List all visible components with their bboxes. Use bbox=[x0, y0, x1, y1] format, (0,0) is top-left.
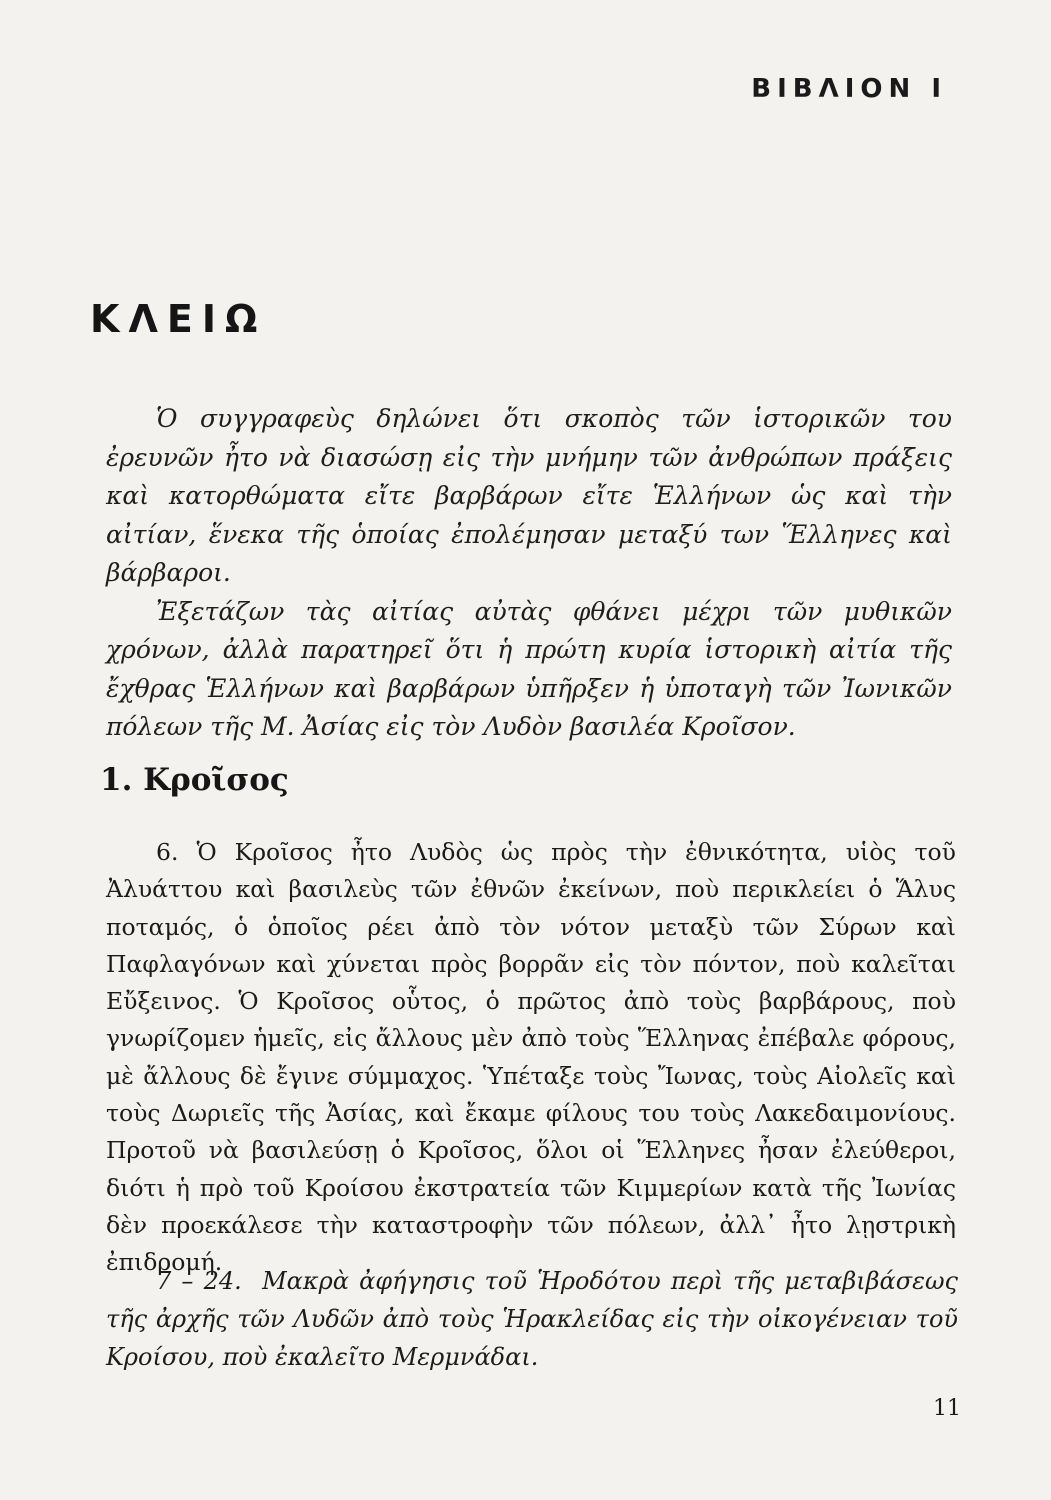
section-heading: 1. Κροῖσος bbox=[100, 762, 289, 798]
paragraph-range-number: 7 – 24. bbox=[156, 1267, 242, 1295]
body-paragraph bbox=[106, 834, 956, 1282]
summary-paragraph-1: Ὁ συγγραφεὺς δηλώνει ὅτι σκοπὸς τῶν ἱστορικῶν του ἐρευνῶν ἦτο νὰ διασώσῃ εἰς τὴν μνήμην τῶν ἀνθρώπων πράξεις καὶ κατορθώματα εἴτε βαρβάρων εἴτε Ἑλλήνων ὡς καὶ τὴν αἰτίαν, ἕνεκα τῆς ὁποίας ἐπολέμησαν μεταξύ των Ἕλληνες καὶ βάρβαροι. bbox=[106, 404, 952, 587]
summary2-paragraph bbox=[106, 1262, 958, 1376]
running-header: ΒΙΒΛΙΟΝ Ι bbox=[751, 74, 947, 104]
body-text bbox=[106, 834, 956, 1282]
paragraph-text: Ὁ Κροῖσος ἦτο Λυδὸς ὡς πρὸς τὴν ἐθνικότητα, υἱὸς τοῦ Ἀλυάττου καὶ βασιλεὺς τῶν ἐθνῶν ἐκείνων, ποὺ περικλείει ὁ Ἅλυς ποταμός, ὁ ὁποῖος ρέει ἀπὸ τὸν νότον μεταξὺ τῶν Σύρων καὶ Παφλαγόνων καὶ χύνεται πρὸς βορρᾶν εἰς τὸν πόντον, ποὺ καλεῖται Εὔξεινος. Ὁ Κροῖσος οὗτος, ὁ πρῶτος ἀπὸ τοὺς βαρβάρους, ποὺ γνωρίζομεν ἡμεῖς, εἰς ἄλλους μὲν ἀπὸ τοὺς Ἕλληνας ἐπέβαλε φόρους, μὲ ἄλλους δὲ ἔγινε σύμμαχος. Ὑπέταξε τοὺς Ἴωνας, τοὺς Αἰολεῖς καὶ τοὺς Δωριεῖς τῆς Ἀσίας, καὶ ἔκαμε φίλους του τοὺς Λακεδαιμονίους. Προτοῦ νὰ βασιλεύσῃ ὁ Κροῖσος, ὅλοι οἱ Ἕλληνες ἦσαν ἐλεύθεροι, διότι ἡ πρὸ τοῦ Κροίσου ἐκστρατεία τῶν Κιμμερίων κατὰ τῆς Ἰωνίας δὲν προεκάλεσε τὴν καταστροφὴν τῶν πόλεων, ἀλλ᾽ ἦτο λῃστρικὴ ἐπιδρομή. bbox=[106, 838, 956, 1277]
chapter-title: ΚΛΕΙΩ bbox=[90, 297, 267, 341]
summary-paragraph-2: Ἐξετάζων τὰς αἰτίας αὐτὰς φθάνει μέχρι τῶν μυθικῶν χρόνων, ἀλλὰ παρατηρεῖ ὅτι ἡ πρώτη κυρία ἱστορικὴ αἰτία τῆς ἔχθρας Ἑλλήνων καὶ βαρβάρων ὑπῆρξεν ἡ ὑποταγὴ τῶν Ἰωνικῶν πόλεων τῆς Μ. Ἀσίας εἰς τὸν Λυδὸν βασιλέα Κροῖσον. bbox=[106, 596, 952, 741]
page-number: 11 bbox=[933, 1396, 961, 1421]
paragraph-number: 6. bbox=[156, 838, 179, 866]
chapter-summary bbox=[106, 400, 952, 747]
summary-section-7-24 bbox=[106, 1262, 958, 1376]
summary2-text: Μακρὰ ἀφήγησις τοῦ Ἡροδότου περὶ τῆς μεταβιβάσεως τῆς ἀρχῆς τῶν Λυδῶν ἀπὸ τοὺς Ἡρακλείδας εἰς τὴν οἰκογένειαν τοῦ Κροίσου, ποὺ ἐκαλεῖτο Μερμνάδαι. bbox=[106, 1267, 959, 1371]
